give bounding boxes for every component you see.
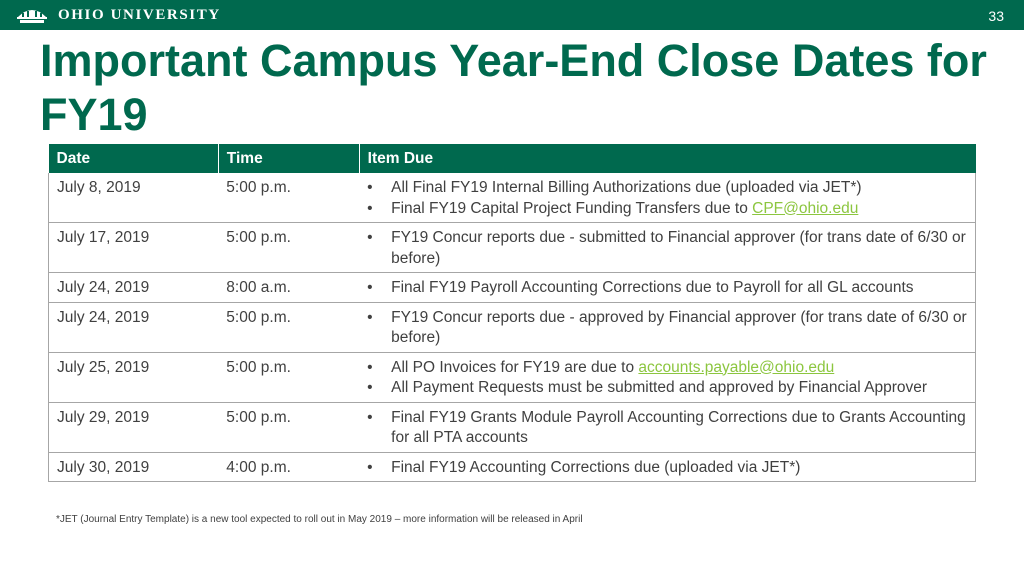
item-due-cell bbox=[359, 352, 975, 402]
table-body bbox=[49, 173, 976, 482]
table-row bbox=[49, 452, 976, 482]
table-row bbox=[49, 173, 976, 223]
time-cell: 5:00 p.m. bbox=[218, 352, 359, 402]
item-due-cell bbox=[359, 302, 975, 352]
time-cell: 5:00 p.m. bbox=[218, 173, 359, 223]
ohio-university-seal-icon bbox=[14, 5, 50, 25]
list-item bbox=[367, 178, 967, 199]
item-due-cell bbox=[359, 173, 975, 223]
bullet-icon: • bbox=[367, 408, 373, 426]
item-list bbox=[367, 308, 967, 349]
item-due-cell bbox=[359, 402, 975, 452]
bullet-icon: • bbox=[367, 458, 373, 476]
page-title: Important Campus Year-End Close Dates for FY19 bbox=[40, 35, 987, 140]
item-text: Final FY19 Capital Project Funding Transfers due to bbox=[391, 199, 753, 217]
close-dates-table bbox=[48, 144, 976, 482]
item-text: All Payment Requests must be submitted and approved by Financial Approver bbox=[391, 379, 928, 396]
bullet-icon: • bbox=[367, 279, 373, 296]
table-row bbox=[49, 223, 976, 273]
item-text: Final FY19 Accounting Corrections due (uploaded via JET*) bbox=[391, 458, 801, 476]
footnote: *JET (Journal Entry Template) is a new tool expected to roll out in May 2019 – more information will be released in April bbox=[56, 514, 583, 525]
bullet-icon: • bbox=[367, 199, 373, 217]
email-link[interactable]: accounts.payable@ohio.edu bbox=[638, 358, 835, 376]
item-list bbox=[367, 228, 967, 269]
item-due-cell bbox=[359, 273, 975, 303]
list-item bbox=[367, 458, 967, 479]
date-cell: July 25, 2019 bbox=[49, 352, 219, 402]
logo-wordmark: OHIO UNIVERSITY bbox=[58, 6, 221, 23]
date-cell: July 24, 2019 bbox=[49, 302, 219, 352]
time-cell: 4:00 p.m. bbox=[218, 452, 359, 482]
bullet-icon: • bbox=[367, 179, 373, 196]
item-list bbox=[367, 358, 967, 399]
item-list bbox=[367, 458, 967, 479]
table-row bbox=[49, 402, 976, 452]
list-item bbox=[367, 228, 967, 269]
item-due-cell bbox=[359, 452, 975, 482]
email-link[interactable]: CPF@ohio.edu bbox=[752, 199, 859, 217]
bullet-icon: • bbox=[367, 308, 373, 326]
item-due-cell bbox=[359, 223, 975, 273]
table-row bbox=[49, 302, 976, 352]
list-item bbox=[367, 199, 967, 220]
date-cell: July 29, 2019 bbox=[49, 402, 219, 452]
item-list bbox=[367, 408, 967, 449]
list-item bbox=[367, 278, 967, 299]
table-row bbox=[49, 273, 976, 303]
table-header-row bbox=[49, 144, 976, 173]
time-cell: 5:00 p.m. bbox=[218, 402, 359, 452]
item-list bbox=[367, 178, 967, 219]
list-item bbox=[367, 408, 967, 449]
bullet-icon: • bbox=[367, 358, 373, 376]
slide-number: 33 bbox=[988, 8, 1004, 24]
item-text: Final FY19 Grants Module Payroll Accounting Corrections due to Grants Accounting for all PTA accounts bbox=[391, 408, 966, 446]
list-item bbox=[367, 378, 967, 399]
time-cell: 5:00 p.m. bbox=[218, 302, 359, 352]
date-cell: July 30, 2019 bbox=[49, 452, 219, 482]
bullet-icon: • bbox=[367, 379, 373, 396]
item-list bbox=[367, 278, 967, 299]
date-cell: July 17, 2019 bbox=[49, 223, 219, 273]
column-header-item-due: Item Due bbox=[359, 144, 975, 173]
item-text: FY19 Concur reports due - approved by Financial approver (for trans date of 6/30 or before) bbox=[391, 308, 967, 346]
table-row bbox=[49, 352, 976, 402]
date-cell: July 8, 2019 bbox=[49, 173, 219, 223]
header-bar bbox=[0, 0, 1024, 30]
item-text: All PO Invoices for FY19 are due to bbox=[391, 358, 639, 376]
item-text: FY19 Concur reports due - submitted to Financial approver (for trans date of 6/30 or before) bbox=[391, 229, 966, 267]
column-header-time: Time bbox=[218, 144, 359, 173]
column-header-date: Date bbox=[49, 144, 219, 173]
item-text: All Final FY19 Internal Billing Authorizations due (uploaded via JET*) bbox=[391, 179, 862, 196]
time-cell: 5:00 p.m. bbox=[218, 223, 359, 273]
date-cell: July 24, 2019 bbox=[49, 273, 219, 303]
time-cell: 8:00 a.m. bbox=[218, 273, 359, 303]
item-text: Final FY19 Payroll Accounting Corrections due to Payroll for all GL accounts bbox=[391, 279, 914, 296]
university-logo bbox=[14, 4, 221, 26]
list-item bbox=[367, 308, 967, 349]
bullet-icon: • bbox=[367, 229, 373, 246]
list-item bbox=[367, 358, 967, 379]
